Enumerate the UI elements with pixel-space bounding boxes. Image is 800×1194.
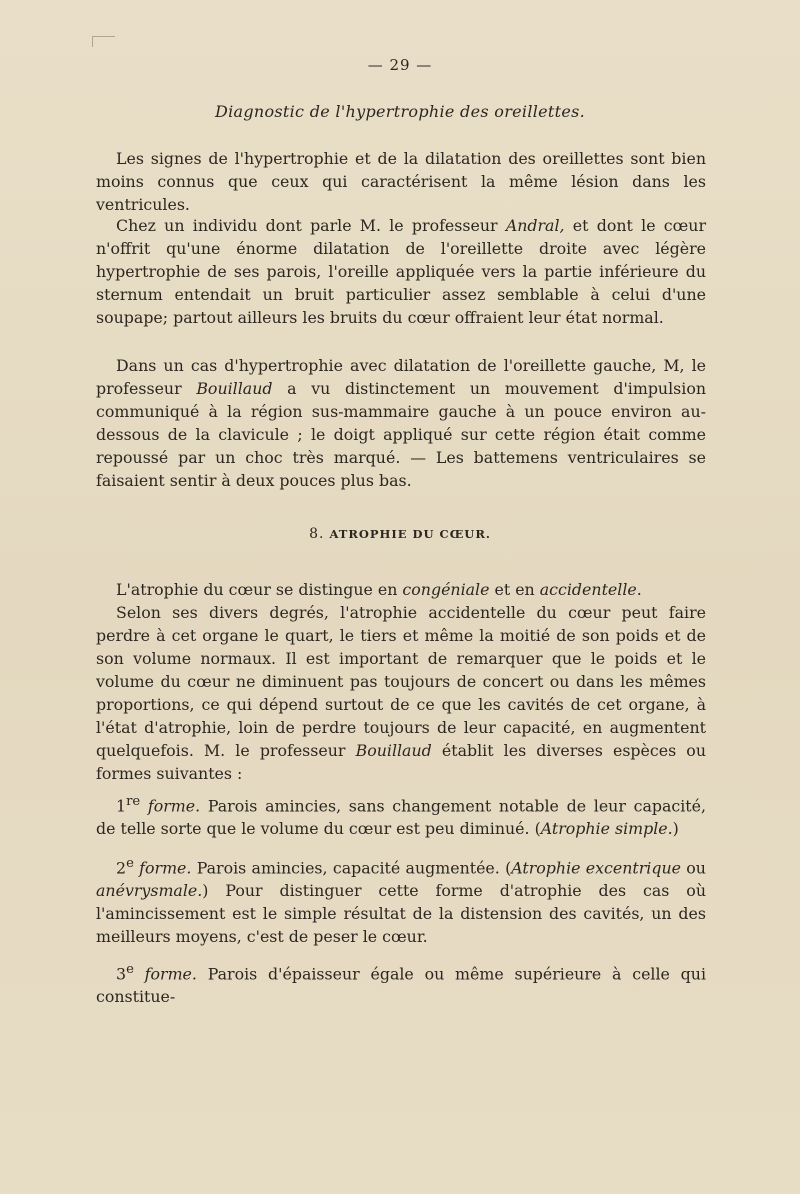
form-number: 3 bbox=[116, 964, 127, 984]
paragraph-text: L'atrophie du cœur se distingue en bbox=[116, 580, 403, 599]
form-ordinal: re bbox=[126, 794, 141, 809]
paragraph-text: a vu distinctement un mouvement d'impulsion communiqué à la région sus-mammaire gauche à un pouce environ au-dessous de la clavicule ; le doigt appliqué sur cette région était comme repoussé par un choc très marqué. — Les battemens ventriculaires se faisaient sentir à deux pouces plus bas. bbox=[96, 379, 706, 490]
paragraph-3 bbox=[96, 354, 706, 492]
term-accidentelle: accidentelle bbox=[539, 580, 637, 599]
chapter-heading bbox=[0, 526, 800, 542]
form-3 bbox=[96, 958, 706, 1008]
form-ordinal: e bbox=[126, 856, 134, 871]
paragraph-4 bbox=[96, 578, 706, 785]
paragraph-text: Parois amincies, sans changement notable de leur capacité, de telle sorte que le volume du cœur est peu diminué. ( bbox=[96, 796, 707, 839]
form-term: anévrysmale. bbox=[96, 881, 203, 901]
form-term: Atrophie simple. bbox=[540, 819, 673, 839]
author-name: Bouillaud bbox=[196, 379, 273, 398]
paragraph-text: ) Pour distinguer cette forme d'atrophie des cas où l'amincissement est le simple résultat de la distension des cavités, un des meilleurs moyens, c'est de peser le cœur. bbox=[96, 881, 706, 947]
paragraph-text: Les signes de l'hypertrophie et de la dilatation des oreillettes sont bien moins connus que ceux qui caractérisent la même lésion dans les ventricules. bbox=[96, 149, 706, 214]
paragraph-text: et en bbox=[489, 580, 540, 599]
paragraph-text: ou bbox=[681, 858, 706, 878]
paragraph-text: et dont le cœur n'offrit qu'une énorme dilatation de l'oreillette droite avec légère hypertrophie de ses parois, l'oreille appliquée vers la partie inférieure du sternum entendait un bruit particulier assez semblable à celui d'une soupape; partout ailleurs les bruits du cœur offraient leur état normal. bbox=[96, 216, 706, 327]
page-number: — 29 — bbox=[367, 56, 433, 74]
paragraph-text: . bbox=[636, 580, 642, 599]
paragraph-text: Chez un individu dont parle M. le professeur bbox=[116, 216, 506, 235]
paragraph-2 bbox=[96, 214, 706, 329]
author-name: Bouillaud bbox=[355, 741, 432, 760]
paragraph-1 bbox=[96, 147, 706, 216]
paragraph-text: Parois d'épaisseur égale ou même supérieure à celle qui constitue- bbox=[96, 964, 706, 1007]
corner-mark bbox=[92, 36, 115, 47]
form-number: 2 bbox=[116, 858, 127, 878]
form-label: forme. bbox=[144, 964, 197, 984]
term-congeniale: congéniale bbox=[402, 580, 490, 599]
chapter-title: ATROPHIE DU CŒUR. bbox=[329, 527, 491, 541]
paragraph-text: Dans un cas d'hypertrophie avec dilatation de l'oreillette gauche, M, le professeur bbox=[96, 356, 706, 398]
paragraph-text: établit les diverses espèces ou formes suivantes : bbox=[96, 741, 706, 783]
form-2 bbox=[96, 852, 706, 948]
form-term: Atrophie excentrique bbox=[511, 858, 681, 878]
form-ordinal: e bbox=[126, 962, 134, 977]
form-label: forme. bbox=[139, 858, 192, 878]
section-title: Diagnostic de l'hypertrophie des oreillettes. bbox=[214, 102, 586, 121]
paragraph-text: Selon ses divers degrés, l'atrophie accidentelle du cœur peut faire perdre à cet organe le quart, le tiers et même la moitié de son poids et de son volume normaux. Il est important de remarquer que le poids et le volume du cœur ne diminuent pas toujours de concert ou dans les mêmes proportions, ce qui dépend surtout de ce que les cavités de cet organe, à l'état d'atrophie, loin de perdre toujours de leur capacité, en augmentent quelquefois. M. le professeur bbox=[96, 603, 706, 760]
paragraph-text: Parois amincies, capacité augmentée. ( bbox=[191, 858, 512, 878]
author-name: Andral, bbox=[505, 216, 565, 235]
chapter-number: 8. bbox=[309, 526, 325, 542]
paragraph-text: ) bbox=[672, 819, 679, 839]
form-1 bbox=[96, 790, 706, 840]
form-label: forme. bbox=[147, 796, 201, 816]
form-number: 1 bbox=[116, 796, 127, 816]
